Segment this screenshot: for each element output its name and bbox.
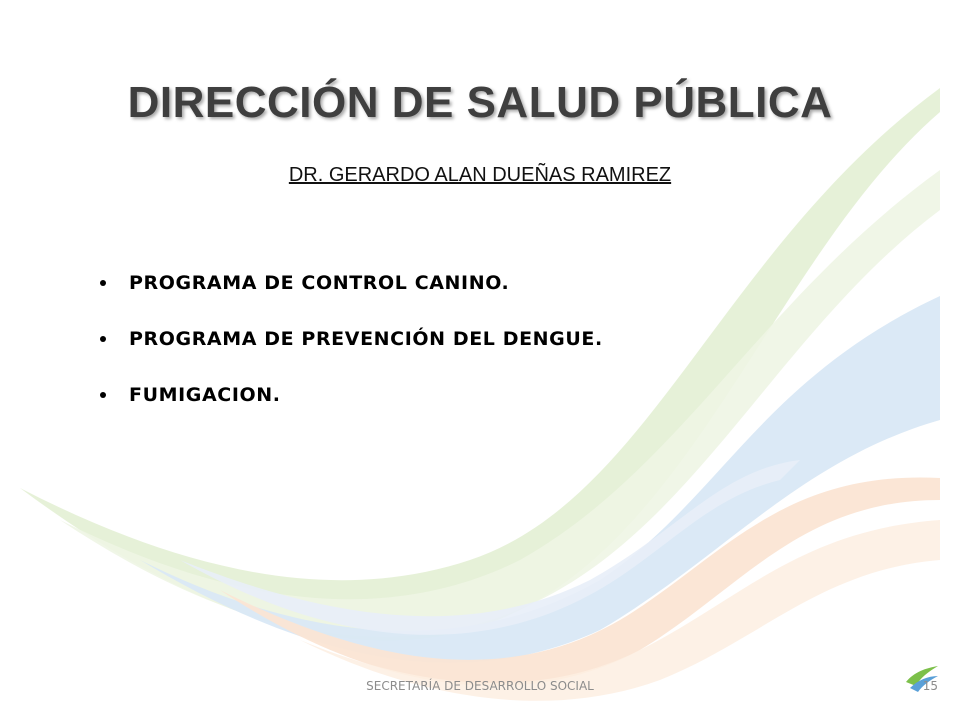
list-item [100, 268, 603, 297]
bullet-list [100, 268, 603, 436]
bullet-icon [100, 392, 106, 398]
bullet-text: PROGRAMA DE CONTROL CANINO. [129, 271, 510, 294]
bullet-text: FUMIGACION. [129, 383, 281, 406]
bullet-text: PROGRAMA DE PREVENCIÓN DEL DENGUE. [129, 327, 603, 350]
list-item [100, 380, 603, 409]
page-number: 15 [922, 679, 938, 693]
footer-text: SECRETARÍA DE DESARROLLO SOCIAL [366, 679, 594, 693]
bullet-icon [100, 336, 106, 342]
subtitle-name: DR. GERARDO ALAN DUEÑAS RAMIREZ [288, 164, 672, 186]
bullet-icon [100, 280, 106, 286]
list-item [100, 324, 603, 353]
slide-title: DIRECCIÓN DE SALUD PÚBLICA [127, 78, 833, 127]
